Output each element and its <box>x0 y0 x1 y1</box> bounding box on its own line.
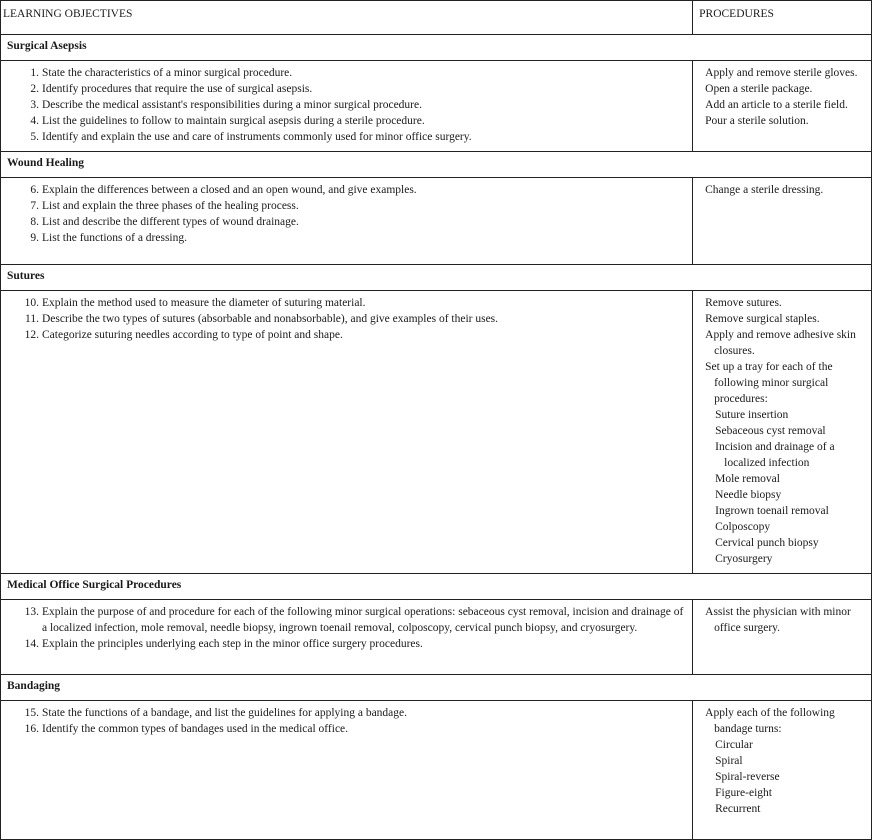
objective-text: Identify the common types of bandages used in the medical office. <box>42 723 349 735</box>
procedures-column-header: PROCEDURES <box>693 1 872 35</box>
objective-item <box>21 97 688 113</box>
objective-number: 9. <box>30 232 39 244</box>
objective-number: 5. <box>30 131 39 143</box>
objective-number: 7. <box>30 200 39 212</box>
section-header-row <box>1 265 872 291</box>
objectives-cell <box>1 178 693 265</box>
section-header-row <box>1 675 872 701</box>
objectives-cell <box>1 291 693 574</box>
procedure-subitem: Mole removal <box>715 473 780 485</box>
objective-number: 15. <box>24 707 39 719</box>
procedures-cell <box>693 61 872 152</box>
objective-item <box>21 604 688 636</box>
objective-text: Describe the medical assistant's responsibilities during a minor surgical procedure. <box>42 99 422 111</box>
objective-text: Explain the purpose of and procedure for each of the following minor surgical operations: sebaceous cyst removal, incision and drainage of a localized infection, mole removal, needle biopsy, ingrown toenail removal, colposcopy, cervical punch biopsy, and cryosurgery. <box>42 606 684 634</box>
objective-number: 1. <box>30 67 39 79</box>
objective-item <box>21 214 688 230</box>
procedure-item: Assist the physician with minor office surgery. <box>705 606 851 634</box>
objective-text: Identify procedures that require the use of surgical asepsis. <box>42 83 313 95</box>
objective-text: State the functions of a bandage, and list the guidelines for applying a bandage. <box>42 707 408 719</box>
section-title-sutures: Sutures <box>1 265 872 291</box>
procedures-cell <box>693 178 872 265</box>
procedure-item: Open a sterile package. <box>705 83 813 95</box>
objective-text: Identify and explain the use and care of instruments commonly used for minor office surgery. <box>42 131 472 143</box>
procedures-cell <box>693 291 872 574</box>
objective-number: 6. <box>30 184 39 196</box>
procedures-cell <box>693 600 872 675</box>
section-content-row <box>1 178 872 265</box>
objectives-column-header: LEARNING OBJECTIVES <box>1 1 693 35</box>
section-title-medical-office-surgical-procedures: Medical Office Surgical Procedures <box>1 574 872 600</box>
section-content-row <box>1 701 872 840</box>
section-title-surgical-asepsis: Surgical Asepsis <box>1 35 872 61</box>
objective-number: 10. <box>24 297 39 309</box>
objective-item <box>21 113 688 129</box>
objective-text: Explain the principles underlying each step in the minor office surgery procedures. <box>42 638 423 650</box>
procedure-subitem: Cryosurgery <box>715 553 773 565</box>
procedure-subitem: Sebaceous cyst removal <box>715 425 826 437</box>
procedure-subitem: Ingrown toenail removal <box>715 505 829 517</box>
objective-number: 12. <box>24 329 39 341</box>
procedures-cell <box>693 701 872 840</box>
objective-number: 8. <box>30 216 39 228</box>
procedure-item: Remove sutures. <box>705 297 782 309</box>
objective-text: List and describe the different types of wound drainage. <box>42 216 299 228</box>
objective-number: 2. <box>30 83 39 95</box>
objective-number: 16. <box>24 723 39 735</box>
procedure-subitem: Figure-eight <box>715 787 772 799</box>
procedure-item: Apply and remove sterile gloves. <box>705 67 858 79</box>
procedure-item: Change a sterile dressing. <box>705 184 824 196</box>
objective-text: List and explain the three phases of the healing process. <box>42 200 299 212</box>
objective-number: 13. <box>24 606 39 618</box>
objectives-cell <box>1 61 693 152</box>
objective-item <box>21 295 688 311</box>
objective-number: 14. <box>24 638 39 650</box>
objectives-cell <box>1 701 693 840</box>
procedure-subitem: Needle biopsy <box>715 489 782 501</box>
objective-number: 4. <box>30 115 39 127</box>
objective-item <box>21 230 688 246</box>
objective-item <box>21 198 688 214</box>
objective-item <box>21 81 688 97</box>
objective-item <box>21 65 688 81</box>
objective-item <box>21 705 688 721</box>
procedure-item: Remove surgical staples. <box>705 313 820 325</box>
procedure-subitem: Recurrent <box>715 803 761 815</box>
objective-item <box>21 636 688 652</box>
section-content-row <box>1 291 872 574</box>
procedure-subitem: Incision and drainage of a localized infection <box>715 441 835 469</box>
objective-text: List the guidelines to follow to maintain surgical asepsis during a sterile procedure. <box>42 115 425 127</box>
procedure-subitem: Spiral <box>715 755 743 767</box>
section-content-row <box>1 600 872 675</box>
objective-text: State the characteristics of a minor surgical procedure. <box>42 67 293 79</box>
procedure-item: Set up a tray for each of the following minor surgical procedures: <box>705 361 833 405</box>
section-header-row <box>1 35 872 61</box>
objective-text: Explain the method used to measure the diameter of suturing material. <box>42 297 366 309</box>
section-content-row <box>1 61 872 152</box>
procedure-item: Apply each of the following bandage turns: <box>705 707 835 735</box>
objective-text: List the functions of a dressing. <box>42 232 188 244</box>
procedure-item: Pour a sterile solution. <box>705 115 809 127</box>
procedure-subitem: Suture insertion <box>715 409 789 421</box>
procedure-subitem: Colposcopy <box>715 521 771 533</box>
objective-item <box>21 327 688 343</box>
section-header-row <box>1 152 872 178</box>
section-header-row <box>1 574 872 600</box>
section-title-wound-healing: Wound Healing <box>1 152 872 178</box>
objectives-cell <box>1 600 693 675</box>
procedure-item: Apply and remove adhesive skin closures. <box>705 329 856 357</box>
objective-text: Explain the differences between a closed and an open wound, and give examples. <box>42 184 417 196</box>
objective-item <box>21 311 688 327</box>
procedure-subitem: Spiral-reverse <box>715 771 780 783</box>
procedure-item: Add an article to a sterile field. <box>705 99 848 111</box>
table-header-row <box>1 1 872 35</box>
objective-text: Describe the two types of sutures (absorbable and nonabsorbable), and give examples of their uses. <box>42 313 499 325</box>
objective-item <box>21 129 688 145</box>
objective-text: Categorize suturing needles according to type of point and shape. <box>42 329 343 341</box>
section-title-bandaging: Bandaging <box>1 675 872 701</box>
objective-number: 3. <box>30 99 39 111</box>
procedure-subitem: Circular <box>715 739 753 751</box>
procedure-subitem: Cervical punch biopsy <box>715 537 819 549</box>
objective-number: 11. <box>25 313 39 325</box>
objective-item <box>21 182 688 198</box>
objective-item <box>21 721 688 737</box>
